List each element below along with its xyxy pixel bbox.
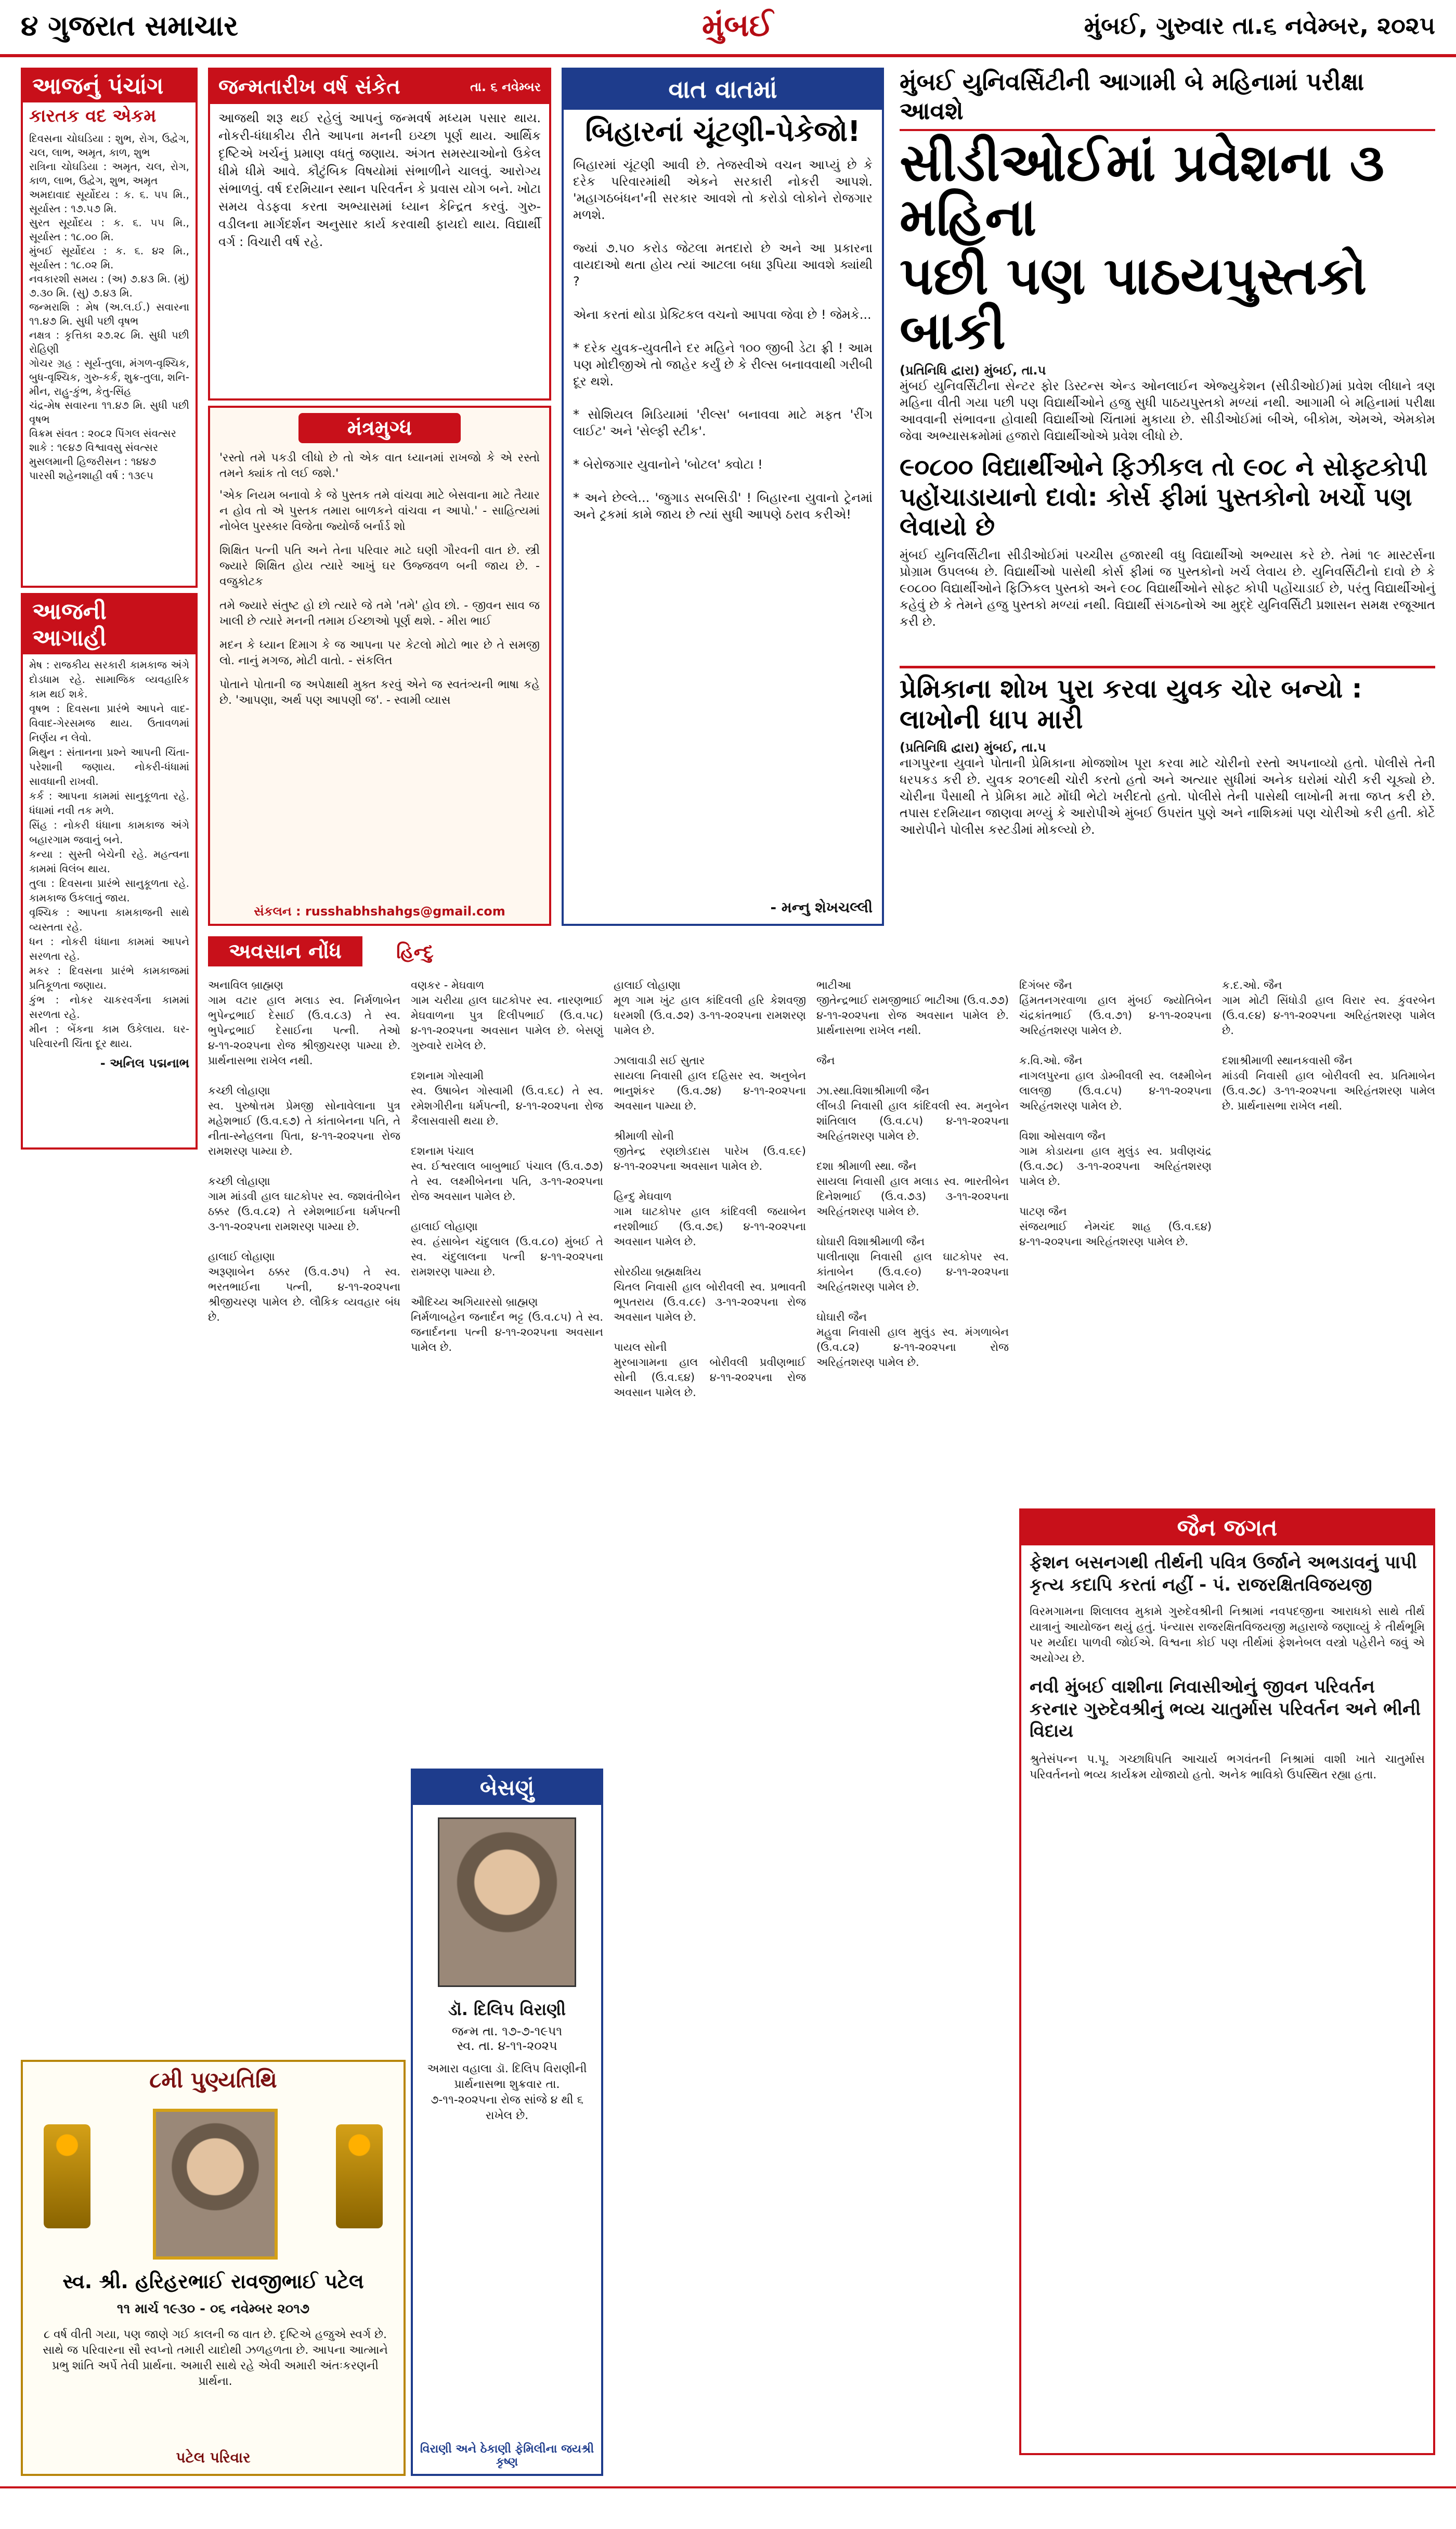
panchang-body: દિવસના ચોઘડિયા : શુભ, રોગ, ઉદ્વેગ, ચલ, લાભ, અમૃત, કાળ, શુભ રાત્રિના ચોઘડિયા : અમૃત, ચલ, રોગ, કાળ, લાભ, ઉદ્વેગ, શુભ, અમૃત અમદાવાદ સૂર્યોદય : ક. ૬. ૫૫ મિ., સૂર્યાસ્ત : ૧૭.૫૭ મિ. સુરત સૂર્યોદય : ક. ૬. ૫૫ મિ., સૂર્યાસ્ત : ૧૮.૦૦ મિ. મુંબઈ સૂર્યોદય : ક. ૬. ૪૨ મિ., સૂર્યાસ્ત : ૧૮.૦૨ મિ. નવકારશી સમય : (અ) ૭.૪૩ મિ. (મું) ૭.૩૦ મિ. (સુ) ૭.૪૩ મિ. જન્મરાશિ : મેષ (અ.લ.ઈ.) સવારના ૧૧.૪૭ મિ. સુધી પછી વૃષભ નક્ષત્ર : કૃત્તિકા ૨૭.૨૮ મિ. સુધી પછી રોહિણી ગોચર ગ્રહ : સૂર્ય-તુલા, મંગળ-વૃશ્ચિક, બુધ-વૃશ્ચિક, ગુરુ-કર્ક, શુક્ર-તુલા, શનિ-મીન, રાહુ-કુંભ, કેતુ-સિંહ ચંદ્ર-મેષ સવારના ૧૧.૪૭ મિ. સુધી પછી વૃષભ વિક્રમ સંવત : ૨૦૮૨ પિંગલ સંવત્સર શાકે : ૧૯૪૭ વિશ્વાવસુ સંવત્સર મુસલમાની હિજરીસન : ૧૪૪૭ પારસી શહેનશાહી વર્ષ : ૧૩૯૫ — [29, 132, 189, 482]
mantra-quote-5: મદન કે ધ્યાન દિમાગ કે જ આપના પર કેટલો મોટો ભાર છે તે સમજી લો. નાનું મગજ, મોટી વાતો. - સંકલિત — [219, 639, 543, 667]
aagahi-box — [21, 593, 198, 1150]
jain-headline-1: ફેશન બસનગથી તીર્થની પવિત્ર ઉર્જાને અભડાવનું પાપી કૃત્ય કદાપિ કરતાં નહીં - પં. રાજરક્ષિતવિજયજી — [1030, 1552, 1417, 1595]
avsan-col-5: દિગંબર જૈન હિંમતનગરવાળા હાલ મુંબઈ જ્યોતિબેન ચંદ્રકાંતભાઈ (ઉ.વ.૭૧) ૪-૧૧-૨૦૨૫ના અરિહંતશરણ પામેલ છે. ક.વિ.ઓ. જૈન નાગલપુરના હાલ ડોમ્બીવલી સ્વ. લક્ષ્મીબેન લાલજી (ઉ.વ.૮૫) ૪-૧૧-૨૦૨૫ના અરિહંતશરણ પામેલ છે. વિશા ઓસવાળ જૈન ગામ કોડાયના હાલ મુલુંડ સ્વ. પ્રવીણચંદ્ર (ઉ.વ.૭૮) ૩-૧૧-૨૦૨૫ના અરિહંતશરણ પામેલ છે. પાટણ જૈન સંજયભાઈ નેમચંદ શાહ (ઉ.વ.૬૪) ૪-૧૧-૨૦૨૫ના અરિહંતશરણ પામેલ છે. — [1019, 979, 1212, 1248]
lead-sub-body: મુંબઈ યુનિવર્સિટીના સીડીઓઈમાં પચ્ચીસ હજારથી વધુ વિદ્યાર્થીઓ અભ્યાસ કરે છે. તેમાં ૧૯ માસ્ટર્સના પ્રોગ્રામ ઉપલબ્ધ છે. વિદ્યાર્થીઓ પાસેથી કોર્સ ફીમાં જ પુસ્તકોનો ખર્ચ લેવાય છે. યુનિવર્સિટીનો દાવો છે કે ૯૦૮૦૦ વિદ્યાર્થીઓને ફિઝિકલ પુસ્તકો અને ૯૦૮ વિદ્યાર્થીઓને સોફ્ટ કોપી પહોંચાડાઈ છે, પરંતુ વિદ્યાર્થીઓનું કહેવું છે કે તેમને હજુ પુસ્તકો મળ્યાં નથી. વિદ્યાર્થી સંગઠનોએ આ મુદ્દે યુનિવર્સિટી પ્રશાસન સમક્ષ રજૂઆત કરી છે. — [900, 547, 1439, 629]
story2 — [900, 666, 1439, 926]
vaatvaat-author: - મન્નુ શેખચલ્લી — [770, 899, 873, 916]
birthday-date: તા. ૬ નવેમ્બર — [470, 80, 541, 94]
besnu-family: વિરાણી અને ઠેકાણી ફેમિલીના જયશ્રી કૃષ્ણ — [420, 2443, 594, 2469]
page-footer — [0, 2486, 1456, 2529]
dateline: મુંબઈ, ગુરુવાર તા.૬ નવેમ્બર, ૨૦૨૫ — [1084, 11, 1435, 40]
avsan-col-1: અનાવિલ બ્રાહ્મણ ગામ વટાર હાલ મલાડ સ્વ. નિર્મળાબેન ભુપેન્દ્રભાઈ દેસાઈ (ઉ.વ.૮૩) તે સ્વ. ભુપેન્દ્રભાઈ દેસાઈના પત્ની. તેઓ ૪-૧૧-૨૦૨૫ના રોજ શ્રીજીચરણ પામ્યા છે. પ્રાર્થનાસભા રાખેલ નથી. કચ્છી લોહાણા સ્વ. પુરુષોત્તમ પ્રેમજી સોનાવેલાના પુત્ર મહેશભાઈ (ઉ.વ.૬૭) તે કાંતાબેનના પતિ, તે નીતા-સ્નેહલના પિતા, ૪-૧૧-૨૦૨૫ના રોજ રામશરણ પામ્યા છે. કચ્છી લોહાણા ગામ માંડવી હાલ ઘાટકોપર સ્વ. જશવંતીબેન ઠક્કર (ઉ.વ.૮૨) તે રમેશભાઈના ધર્મપત્ની ૩-૧૧-૨૦૨૫ના રામશરણ પામ્યા છે. હાલાઈ લોહાણા અરૂણાબેન ઠક્કર (ઉ.વ.૭૫) તે સ્વ. ભરતભાઈના પત્ની, ૪-૧૧-૨૦૨૫ના શ્રીજીચરણ પામેલ છે. લૌકિક વ્યવહાર બંધ છે. — [208, 979, 400, 1323]
jain-jagat-box — [1019, 1508, 1435, 2455]
paper-name: ગુજરાત સમાચાર — [48, 9, 238, 42]
aagahi-body: મેષ : રાજકીય સરકારી કામકાજ અંગે દોડધામ રહે. સામાજિક વ્યવહારિક કામ થઈ શકે. વૃષભ : દિવસના પ્રારંભે આપને વાદ-વિવાદ-ગેરસમજ થાય. ઉતાવળમાં નિર્ણય ન લેવો. મિથુન : સંતાનના પ્રશ્ને આપની ચિંતા-પરેશાની જણાય. નોકરી-ધંધામાં સાવધાની રાખવી. કર્ક : આપના કામમાં સાનુકૂળતા રહે. ધંધામાં નવી તક મળે. સિંહ : નોકરી ધંધાના કામકાજ અંગે બહારગામ જવાનું બને. કન્યા : સુસ્તી બેચેની રહે. મહત્વના કામમાં વિલંબ થાય. તુલા : દિવસના પ્રારંભે સાનુકૂળતા રહે. કામકાજ ઉકલાતું જાય. વૃશ્ચિક : આપના કામકાજની સાથે વ્યસ્તતા રહે. ધન : નોકરી ધંધાના કામમાં આપને સરળતા રહે. મકર : દિવસના પ્રારંભે કામકાજમાં પ્રતિકૂળતા જણાય. કુંભ : નોકર ચાકરવર્ગના કામમાં સરળતા રહે. મીન : બેંકના કામ ઉકેલાય. ઘર-પરિવારની ચિંતા દૂર થાય. — [29, 659, 189, 1050]
mantra-quote-2: 'એક નિયમ બનાવો કે જે પુસ્તક તમે વાંચવા માટે બેસવાના માટે તૈયાર ન હોવ તો એ પુસ્તક તમારા બાળકને વાંચવા ન આપો.' - સાહિત્યમાં નોબેલ પુરસ્કાર વિજેતા જ્યોર્જ બર્નાર્ડ શો — [219, 489, 543, 533]
birthday-title: જન્મતારીખ વર્ષ સંકેત — [218, 75, 400, 99]
masthead-left — [21, 9, 238, 43]
lead-story — [900, 68, 1439, 655]
jain-headline-2: નવી મુંબઈ વાશીના નિવાસીઓનું જીવન પરિવર્તન કરનાર ગુરુદેવશ્રીનું ભવ્ય ચાતુર્માસ પરિવર્તન અને ભીની વિદાય — [1030, 1676, 1421, 1741]
lead-headline-2: પછી પણ પાઠયપુસ્તકો બાકી — [900, 246, 1367, 361]
mantramugdh-credit: સંકલન : russhabhshahgs@gmail.com — [254, 904, 505, 919]
lead-kicker: મુંબઈ યુનિવર્સિટીની આગામી બે મહિનામાં પરીક્ષા આવશે — [900, 68, 1435, 131]
lead-byline: (પ્રતિનિધિ દ્વારા) મુંબઈ, તા.૫ — [900, 363, 1046, 378]
birthday-body: આજથી શરૂ થઈ રહેલું આપનું જન્મવર્ષ મધ્યમ પસાર થાય. નોકરી-ધંધાકીય રીતે આપના મનની ઇચ્છા પૂર્ણ થાય. આર્થિક દૃષ્ટિએ ખર્ચનું પ્રમાણ વધતું જણાય. અંગત સમસ્યાઓનો ઉકેલ ધીમે ધીમે આવે. કૌટુંબિક વિષયોમાં સંભાળીને ચાલવું. આરોગ્ય સંભાળવું. વર્ષ દરમિયાન સ્થાન પરિવર્તન કે પ્રવાસ યોગ બને. ખોટા સમય વેડફવા કરતા અભ્યાસમાં ધ્યાન કેન્દ્રિત કરવું. ગુરુ-વડીલના માર્ગદર્શન અનુસાર કાર્ય કરવાથી ફાયદો થાય. વિદ્યાર્થી વર્ગ : વિચારી વર્ષ રહે. — [218, 111, 545, 249]
aagahi-title: આજની આગાહી — [23, 595, 196, 654]
lead-headline-1: સીડીઓઈમાં પ્રવેશના ૩ મહિના — [900, 132, 1385, 248]
avsan-col-2: વણકર - મેઘવાળ ગામ ચરીયા હાલ ઘાટકોપર સ્વ. નારણભાઈ મેઘવાળના પુત્ર દિલીપભાઈ (ઉ.વ.૫૮) ૪-૧૧-૨૦૨૫ના અવસાન પામેલ છે. બેસણું ગુરુવારે રાખેલ છે. દશનામ ગોસ્વામી સ્વ. ઉષાબેન ગોસ્વામી (ઉ.વ.૬૮) તે સ્વ. રમેશગીરીના ધર્મપત્ની, ૪-૧૧-૨૦૨૫ના રોજ કૈલાસવાસી થયા છે. દશનામ પંચાલ સ્વ. ઈશ્વરલાલ બાબુભાઈ પંચાલ (ઉ.વ.૭૭) તે સ્વ. લક્ષ્મીબેનના પતિ, ૩-૧૧-૨૦૨૫ના રોજ અવસાન પામેલ છે. હાલાઈ લોહાણા સ્વ. હંસાબેન ચંદુલાલ (ઉ.વ.૮૦) મુંબઈ તે સ્વ. ચંદુલાલના પત્ની ૪-૧૧-૨૦૨૫ના રામશરણ પામ્યા છે. ઔદિચ્ય અગિયારસો બ્રાહ્મણ નિર્મળાબહેન જનાર્દન ભટ્ટ (ઉ.વ.૮૫) તે સ્વ. જનાર્દનના પત્ની ૪-૧૧-૨૦૨૫ના અવસાન પામેલ છે. — [411, 979, 603, 1353]
avsan-header — [208, 936, 1435, 967]
story2-headline: પ્રેમિકાના શોખ પુરા કરવા યુવક ચોર બન્યો : લાખોની ધાપ મારી — [900, 674, 1362, 734]
besnu-info: અમારા વહાલા ડૉ. દિલિપ વિરાણીની પ્રાર્થનાસભા શુક્રવાર તા. ૭-૧૧-૨૦૨૫ના રોજ સાંજે ૪ થી ૬ રાખેલ છે. — [427, 2062, 591, 2122]
memorial-photo — [153, 2109, 278, 2260]
lamp-right-icon — [336, 2124, 383, 2228]
vaatvaat-headline: બિહારનાં ચૂંટણી-પેકેજો! — [585, 115, 861, 148]
besnu-ad — [411, 1769, 603, 2476]
avsan-col-6: ક.દ.ઓ. જૈન ગામ મોટી સિંધોડી હાલ વિરાર સ્વ. કુંવરબેન (ઉ.વ.૯૪) ૪-૧૧-૨૦૨૫ના અરિહંતશરણ પામેલ છે. દશાશ્રીમાળી સ્થાનકવાસી જૈન માંડવી નિવાસી હાલ બોરીવલી સ્વ. પ્રતિમાબેન (ઉ.વ.૭૮) ૩-૧૧-૨૦૨૫ના અરિહંતશરણ પામેલ છે. પ્રાર્થનાસભા રાખેલ નથી. — [1222, 979, 1435, 1112]
lamp-left-icon — [44, 2124, 90, 2228]
birthday-header — [210, 70, 549, 104]
page-number: ૪ — [21, 9, 38, 42]
mantramugdh-box — [208, 406, 551, 926]
mantra-quote-3: શિક્ષિત પત્ની પતિ અને તેના પરિવાર માટે ઘણી ગૌરવની વાત છે. સ્ત્રી જ્યારે શિક્ષિત હોય ત્યારે આખું ઘર ઉજ્જવળ બની જાય છે. - વજુકોટક — [219, 544, 543, 588]
jain-body-1: વિરમગામના શિલાલવ મુકામે ગુરુદેવશ્રીની નિશ્રામાં નવપદજીના આરાધકો સાથે તીર્થ યાત્રાનું આયોજન થયું હતું. પંન્યાસ રાજરક્ષિતવિજયજી મહારાજે જણાવ્યું કે તીર્થભૂમિ પર મર્યાદા પાળવી જોઈએ. વિશ્વના કોઈ પણ તીર્થમાં ફેશનેબલ વસ્ત્રો પહેરીને જવું એ અયોગ્ય છે. — [1030, 1605, 1428, 1665]
besnu-birth: જન્મ તા. ૧૭-૭-૧૯૫૧ — [451, 2024, 563, 2038]
aagahi-author: - અનિલ પદ્મનાભ — [100, 1056, 189, 1070]
memorial-title: ૮મી પુણ્યતિથિ — [149, 2067, 277, 2093]
panchang-tithi: કારતક વદ એકમ — [29, 106, 157, 126]
panchang-title: આજનું પંચાંગ — [23, 70, 196, 102]
city-label: મુંબઈ — [702, 7, 773, 44]
avsan-title: અવસાન નોંધ — [208, 936, 362, 966]
lead-subheadline: ૯૦૮૦૦ વિદ્યાર્થીઓને ફિઝીકલ તો ૯૦૮ ને સોફ્ટકોપી પહોંચાડાયાનો દાવો: કોર્સ ફીમાં પુસ્તકોનો ખર્ચો પણ લેવાયો છે — [900, 453, 1428, 542]
panchang-box — [21, 68, 198, 588]
vaatvaat-title: વાત વાતમાં — [564, 70, 882, 110]
mantra-quote-6: પોતાને પોતાની જ અપેક્ષાથી મુક્ત કરવું એને જ સ્વતંત્ર્યની ભાષા કહે છે. 'આપણા, અર્થ પણ આપણી જ'. - સ્વામી વ્યાસ — [219, 678, 543, 707]
memorial-ad — [21, 2060, 406, 2476]
mantra-quote-4: તમે જ્યારે સંતુષ્ટ હો છો ત્યારે જે તમે 'તમે' હોવ છો. - જીવન સાવ જ ખાલી છે ત્યારે મનની તમામ ઈચ્છાઓ પૂર્ણ થશે. - મીરા ભાઈ — [219, 599, 543, 628]
memorial-name: સ્વ. શ્રી. હરિહરભાઈ રાવજીભાઈ પટેલ — [62, 2270, 364, 2293]
lead-body: મુંબઈ યુનિવર્સિટીના સેન્ટર ફોર ડિસ્ટન્સ એન્ડ ઓનલાઈન એજ્યુકેશન (સીડીઓઈ)માં પ્રવેશ લીધાને ત્રણ મહિના વીતી ગયા પછી પણ વિદ્યાર્થીઓને હજુ સુધી પાઠયપુસ્તકો મળ્યાં નથી. આગામી બે મહિનામાં પરીક્ષા આવવાની સંભાવના હોવાથી વિદ્યાર્થીઓ ચિંતામાં મુકાયા છે. સીડીઓઈમાં બીએ, બીકોમ, એમએ, એમકોમ જેવા અભ્યાસક્રમોમાં હજારો વિદ્યાર્થીઓએ પ્રવેશ લીધો છે. — [900, 379, 1439, 443]
besnu-death: સ્વ. તા. ૪-૧૧-૨૦૨૫ — [457, 2038, 557, 2053]
avsan-col-4: ભાટીઆ જીતેન્દ્રભાઈ રામજીભાઈ ભાટીઆ (ઉ.વ.૭૭) ૪-૧૧-૨૦૨૫ના રોજ અવસાન પામેલ છે. પ્રાર્થનાસભા રાખેલ નથી. જૈન ઝા.સ્થા.વિશાશ્રીમાળી જૈન લીંબડી નિવાસી હાલ કાંદિવલી સ્વ. મનુબેન શાંતિલાલ (ઉ.વ.૮૫) ૪-૧૧-૨૦૨૫ના અરિહંતશરણ પામેલ છે. દશા શ્રીમાળી સ્થા. જૈન સાયલા નિવાસી હાલ મલાડ સ્વ. ભારતીબેન દિનેશભાઈ (ઉ.વ.૭૩) ૩-૧૧-૨૦૨૫ના અરિહંતશરણ પામેલ છે. ઘોઘારી વિશાશ્રીમાળી જૈન પાલીતાણા નિવાસી હાલ ઘાટકોપર સ્વ. કાંતાબેન (ઉ.વ.૯૦) ૪-૧૧-૨૦૨૫ના અરિહંતશરણ પામેલ છે. ઘોઘારી જૈન મહુવા નિવાસી હાલ મુલુંડ સ્વ. મંગળાબેન (ઉ.વ.૮૨) ૪-૧૧-૨૦૨૫ના રોજ અરિહંતશરણ પામેલ છે. — [816, 979, 1009, 1369]
story2-body: નાગપુરના યુવાને પોતાની પ્રેમિકાના મોજશોખ પૂરા કરવા માટે ચોરીનો રસ્તો અપનાવ્યો હતો. પોલીસે તેની ધરપકડ કરી છે. યુવક ૨૦૧૯થી ચોરી કરતો હતો અને અત્યાર સુધીમાં અનેક ઘરોમાં ચોરી કરી ચૂક્યો છે. ચોરીના પૈસાથી તે પ્રેમિકા માટે મોંઘી ભેટો ખરીદતો હતો. પોલીસે તેની પાસેથી લાખોની મત્તા જપ્ત કરી છે. તપાસ દરમિયાન જાણવા મળ્યું કે આરોપીએ મુંબઈ ઉપરાંત પુણે અને નાશિકમાં પણ ચોરીઓ કરી હતી. કોર્ટે આરોપીને પોલીસ કસ્ટડીમાં મોકલ્યો છે. — [900, 756, 1439, 837]
besnu-name: ડૉ. દિલિપ વિરાણી — [448, 1999, 566, 2019]
story2-byline: (પ્રતિનિધિ દ્વારા) મુંબઈ, તા.૫ — [900, 740, 1046, 755]
birthday-box — [208, 68, 551, 401]
memorial-dates: ૧૧ માર્ચ ૧૯૩૦ - ૦૬ નવેમ્બર ૨૦૧૭ — [116, 2301, 310, 2317]
vaatvaat-body: બિહારમાં ચૂંટણી આવી છે. તેજસ્વીએ વચન આપ્યું છે કે દરેક પરિવારમાંથી એકને સરકારી નોકરી આપશે. 'મહાગઠબંધન'ની સરકાર આવશે તો કરોડો લોકોને રોજગાર મળશે. જ્યાં ૭.૫૦ કરોડ જેટલા મતદારો છે અને આ પ્રકારના વાયદાઓ થતા હોય ત્યાં આટલા બધા રૂપિયા આવશે ક્યાંથી ? એના કરતાં થોડા પ્રેક્ટિકલ વચનો આપવા જેવા છે ! જેમકે... * દરેક યુવક-યુવતીને દર મહિને ૧૦૦ જીબી ડેટા ફ્રી ! આમ પણ મોદીજીએ તો જાહેર કર્યું છે કે રીલ્સ બનાવવાથી ગરીબી દૂર થશે. * સોશિયલ મિડિયામાં 'રીલ્સ' બનાવવા માટે મફત 'રીંગ લાઈટ' અને 'સેલ્ફી સ્ટીક'. * બેરોજગાર યુવાનોને 'બોટલ' ક્વોટા ! * અને છેલ્લે... 'જુગાડ સબસિડી' ! બિહારના યુવાનો ટ્રેનમાં અને ટ્રકમાં કામે જાય છે ત્યાં સુધી આપણે ઠરાવ કરીએ! — [573, 158, 873, 522]
memorial-message: ૮ વર્ષ વીતી ગયા, પણ જાણે ગઈ કાલની જ વાત છે. દૃષ્ટિએ હજુએ સ્વર્ગ છે. સાથે જ પરિવારના સૌ સ્વપ્નો તમારી યાદોથી ઝળહળતા છે. આપના આત્માને પ્રભુ શાંતિ અર્પે તેવી પ્રાર્થના. અમારી સાથે રહે એવી અમારી અંતઃકરણની પ્રાર્થના. — [43, 2328, 392, 2388]
jain-jagat-title: જૈન જગત — [1021, 1511, 1433, 1545]
mantra-quote-1: 'રસ્તો તમે પકડી લીધો છે તો એક વાત ધ્યાનમાં રાખજો કે એ રસ્તો તમને ક્યાંક તો લઈ જશે.' — [219, 451, 543, 480]
avsan-col-3: હાલાઈ લોહાણા મૂળ ગામ ખુંટ હાલ કાંદિવલી હરિ કેશવજી ધરમશી (ઉ.વ.૭૨) ૩-૧૧-૨૦૨૫ના રામશરણ પામેલ છે. ઝાલાવાડી સઈ સુતાર સાયલા નિવાસી હાલ દહિસર સ્વ. અનુબેન ભાનુશંકર (ઉ.વ.૭૪) ૪-૧૧-૨૦૨૫ના અવસાન પામ્યા છે. શ્રીમાળી સોની જીતેન્દ્ર રણછોડદાસ પારેખ (ઉ.વ.૬૯) ૪-૧૧-૨૦૨૫ના અવસાન પામેલ છે. હિન્દુ મેઘવાળ ગામ ઘાટકોપર હાલ કાંદિવલી જયાબેન નરશીભાઈ (ઉ.વ.૭૬) ૪-૧૧-૨૦૨૫ના અવસાન પામેલ છે. સોરઠીયા બ્રહ્મક્ષત્રિય ચિતલ નિવાસી હાલ બોરીવલી સ્વ. પ્રભાવતી ભૂપતરાય (ઉ.વ.૮૯) ૩-૧૧-૨૦૨૫ના રોજ અવસાન પામેલ છે. પાયલ સોની મુરબાગામના હાલ બોરીવલી પ્રવીણભાઈ સોની (ઉ.વ.૬૪) ૪-૧૧-૨૦૨૫ના રોજ અવસાન પામેલ છે. — [614, 979, 806, 1399]
vaatvaat-box — [562, 68, 884, 926]
mantramugdh-title: મંત્રમુગ્ધ — [298, 413, 461, 443]
memorial-family: પટેલ પરિવાર — [176, 2449, 251, 2466]
jain-body-2: શ્રુતેસંપન્ન પ.પૂ. ગચ્છાધિપતિ આચાર્ય ભગવંતની નિશ્રામાં વાશી ખાતે ચાતુર્માસ પરિવર્તનનો ભવ્ય કાર્યક્રમ યોજાયો હતો. અનેક ભાવિકો ઉપસ્થિત રહ્યા હતા. — [1030, 1752, 1428, 1782]
besnu-photo — [438, 1817, 576, 1987]
avsan-community-hindu: હિન્દુ — [396, 941, 434, 963]
besnu-title: બેસણું — [413, 1771, 601, 1805]
